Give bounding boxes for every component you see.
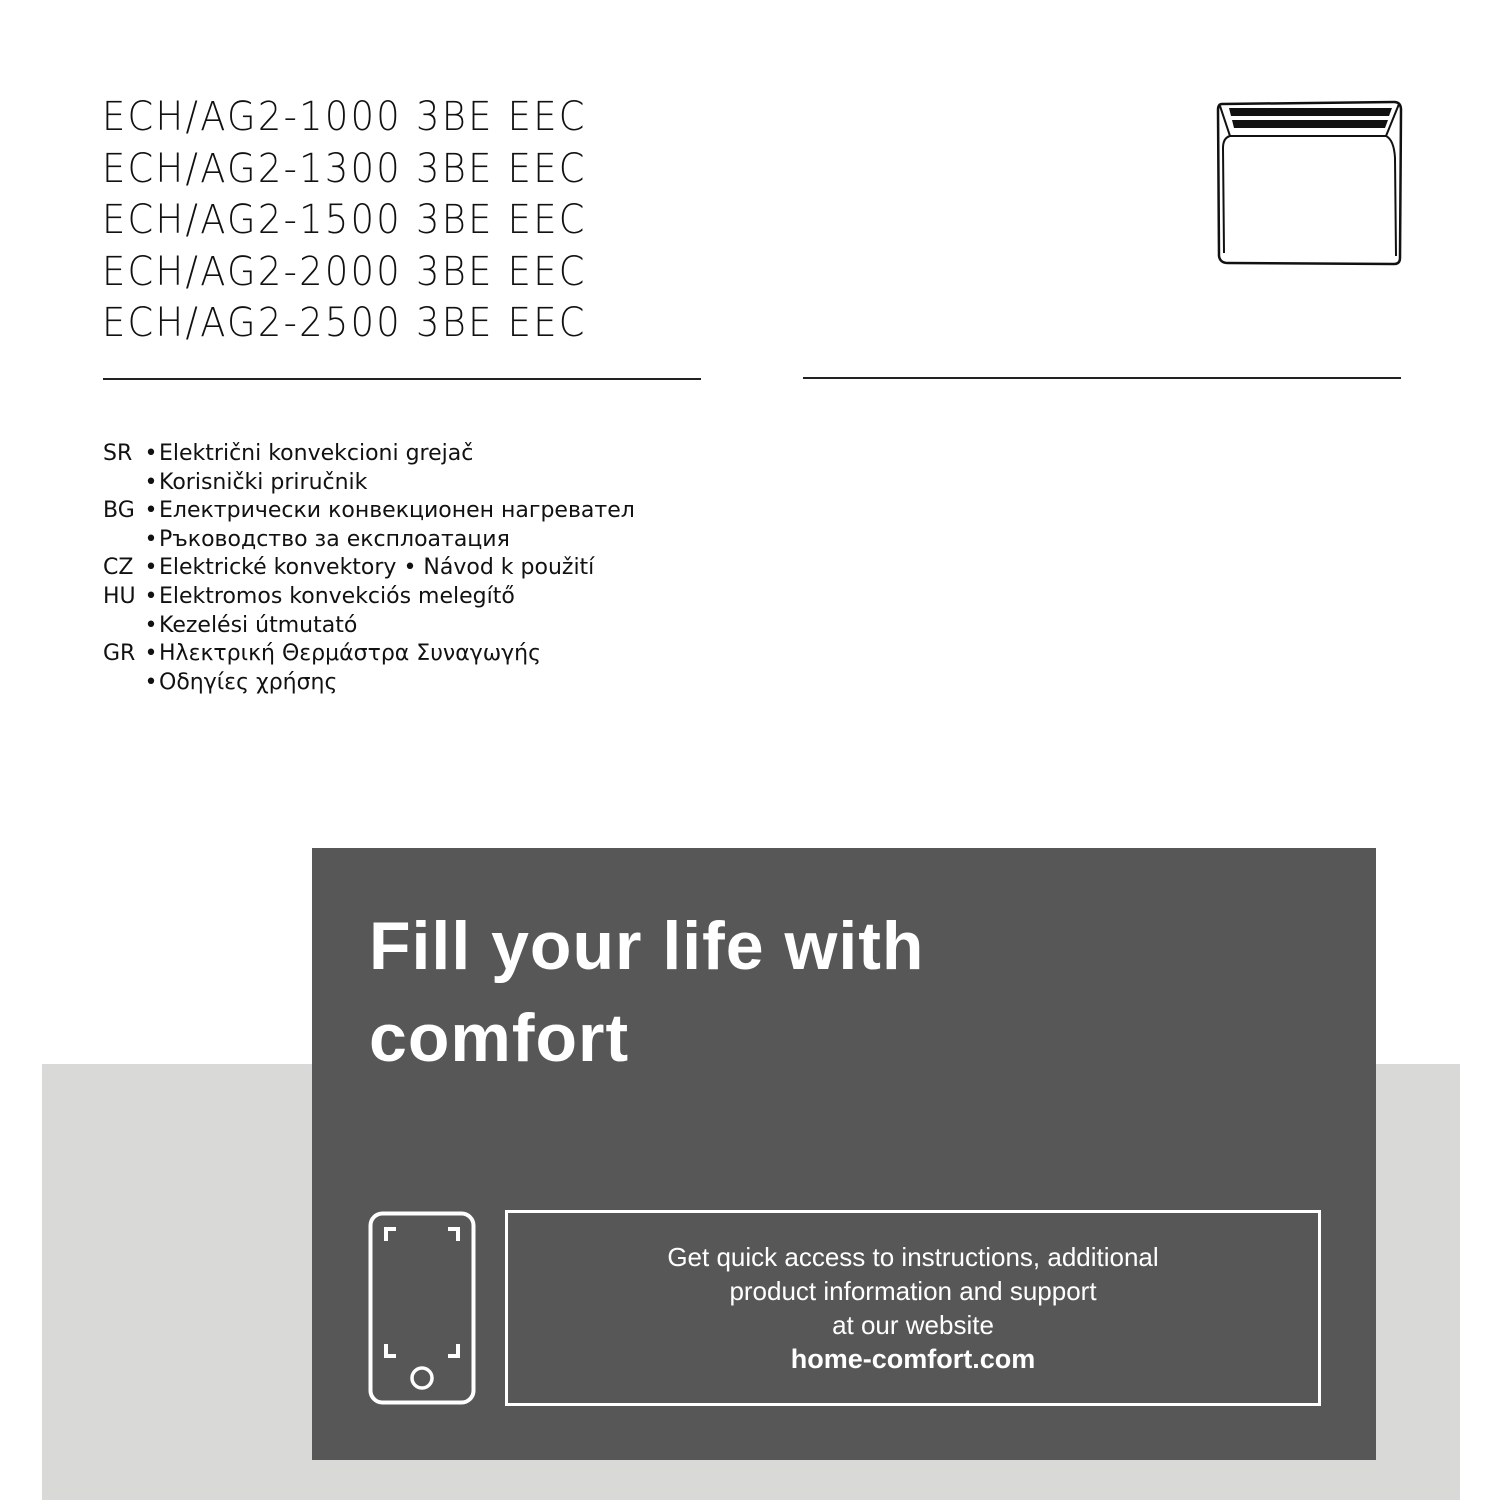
divider-right (803, 377, 1401, 379)
divider-left (103, 378, 701, 380)
language-item (103, 440, 635, 469)
bullet: • (144, 669, 158, 695)
bullet: • (144, 555, 158, 581)
language-code (103, 526, 143, 555)
language-item (103, 583, 635, 612)
slogan-line: comfort (369, 1000, 630, 1076)
language-code (103, 469, 143, 498)
slogan-line: Fill your life with (369, 908, 925, 984)
bullet: • (144, 641, 158, 667)
info-text: Get quick access to instructions, additional (667, 1242, 1159, 1272)
language-code: SR (103, 441, 133, 466)
language-text: Kezelési útmutató (159, 612, 358, 638)
language-text: Ръководство за експлоатация (159, 526, 510, 552)
language-item (103, 640, 635, 669)
language-text: Elektromos konvekciós melegítő (159, 583, 515, 609)
language-text: Ηλεκτρική Θερμάστρα Συναγωγής (159, 641, 542, 667)
model-name: ECH/AG2-1300 3BE EEC (102, 145, 587, 192)
bullet: • (144, 612, 158, 638)
language-code: CZ (103, 555, 134, 581)
bullet: • (144, 526, 158, 552)
bullet: • (144, 441, 158, 466)
model-name: ECH/AG2-2500 3BE EEC (102, 300, 587, 346)
language-text: Električni konvekcioni grejač (159, 441, 474, 466)
info-text: at our website (832, 1310, 994, 1340)
model-name: ECH/AG2-1500 3BE EEC (102, 197, 587, 243)
model-name: ECH/AG2-2000 3BE EEC (102, 248, 587, 295)
language-text: Електрически конвекционен нагревател (159, 498, 635, 524)
language-text: Οδηγίες χρήσης (159, 669, 338, 695)
language-item (103, 469, 635, 498)
info-text: product information and support (729, 1276, 1097, 1306)
language-code: GR (103, 641, 136, 667)
language-code: HU (103, 583, 136, 609)
bullet: • (144, 469, 158, 495)
bullet: • (144, 498, 158, 524)
language-text: Elektrické konvektory • Návod k použití (159, 555, 595, 581)
model-list (102, 92, 629, 350)
language-code (103, 612, 143, 641)
language-code (103, 669, 143, 698)
language-text: Korisnički priručnik (159, 469, 368, 495)
language-item (103, 526, 635, 555)
language-item (103, 554, 635, 583)
slogan (369, 900, 924, 1084)
language-item (103, 497, 635, 526)
language-list (103, 440, 635, 697)
website-link[interactable]: home-comfort.com (790, 1344, 1036, 1374)
website-info-box (505, 1210, 1321, 1406)
bullet: • (144, 583, 158, 609)
language-item (103, 612, 635, 641)
smartphone-scan-icon (368, 1211, 476, 1405)
promo-panel (312, 848, 1376, 1460)
model-name: ECH/AG2-1000 3BE EEC (102, 94, 587, 140)
language-code: BG (103, 498, 135, 524)
language-item (103, 669, 635, 698)
convector-heater-icon (1214, 98, 1404, 266)
